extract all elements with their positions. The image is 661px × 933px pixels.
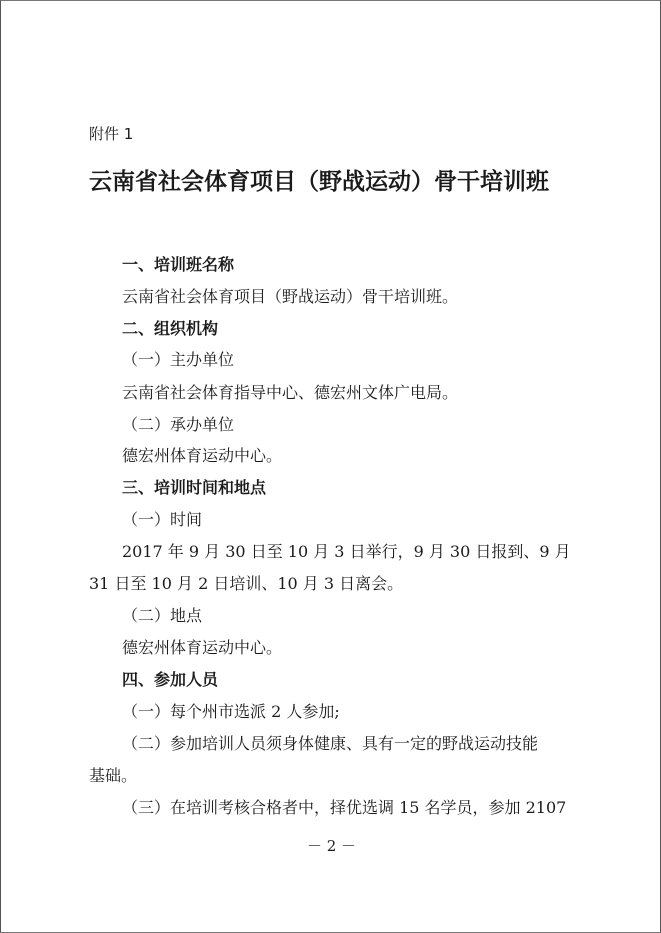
subsection-heading: （二）地点 [122,606,203,625]
section-heading-3: 三、培训时间和地点 [122,478,267,497]
paragraph-line: 云南省社会体育指导中心、德宏州文体广电局。 [122,383,459,402]
paragraph-line: （二）参加培训人员须身体健康、具有一定的野战运动技能 [122,734,539,753]
subsection-heading: （一）主办单位 [122,350,235,369]
paragraph-line: 2017 年 9 月 30 日至 10 月 3 日举行，9 月 30 日报到、9 月 [122,542,571,561]
section-heading-1: 一、培训班名称 [122,255,235,274]
paragraph-line: （三）在培训考核合格者中，择优选调 15 名学员，参加 2107 [122,798,567,817]
paragraph-line: （一）每个州市选派 2 人参加; [122,702,340,721]
subsection-heading: （二）承办单位 [122,415,235,434]
subsection-heading: （一）时间 [122,510,203,529]
paragraph-line: 基础。 [89,766,138,785]
paragraph-line: 德宏州体育运动中心。 [122,638,283,657]
paragraph-line: 云南省社会体育项目（野战运动）骨干培训班。 [122,287,459,306]
attachment-label: 附件 1 [89,125,134,143]
document-title: 云南省社会体育项目（野战运动）骨干培训班 [89,168,549,195]
page-number: － 2 － [306,837,357,855]
paragraph-line: 德宏州体育运动中心。 [122,446,283,465]
section-heading-4: 四、参加人员 [122,670,219,689]
paragraph-line: 31 日至 10 月 2 日培训、10 月 3 日离会。 [89,574,404,593]
section-heading-2: 二、组织机构 [122,319,219,338]
